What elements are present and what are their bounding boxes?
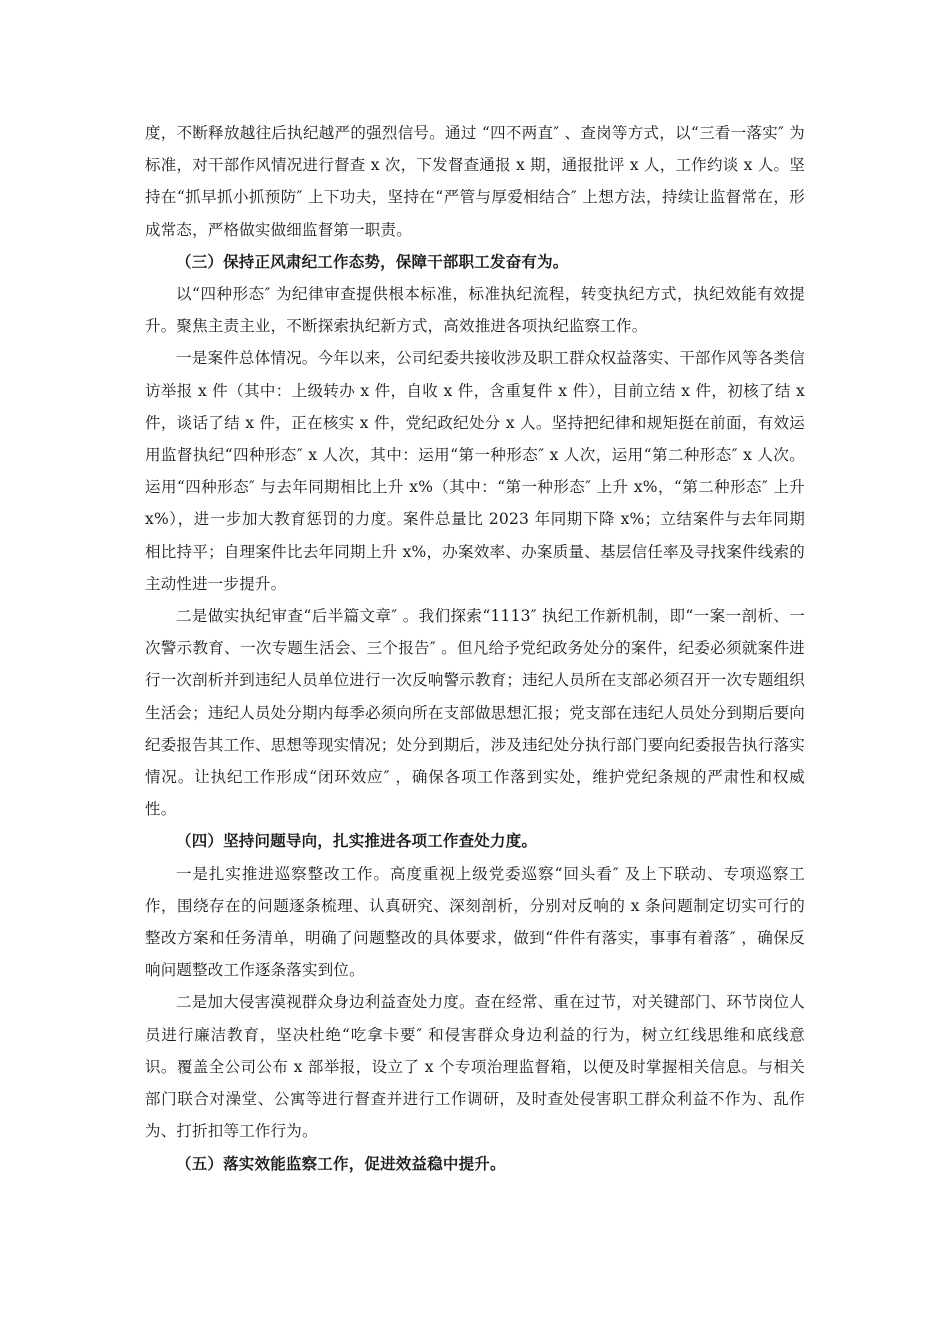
section-heading-3: （三）保持正风肃纪工作态势，保障干部职工发奋有为。: [176, 251, 569, 271]
section-heading-4: （四）坚持问题导向，扎实推进各项工作查处力度。: [176, 831, 538, 851]
paragraph-public-interest-investigation: 二是加大侵害漠视群众身边利益查处力度。查在经常、重在过节，对关键部门、环节岗位人员进行廉洁教育，坚决杜绝“吃拿卡要″ 和侵害群众身边利益的行为，树立红线思维和底线意识。覆盖全公司公布 x 部举报，设立了 x 个专项治理监督箱，以便及时掌握相关信息。与相关部门联合对澡堂、公寓等进行督查并进行工作调研，及时查处侵害职工群众利益不作为、乱作为、打折扣等工作行为。: [145, 993, 805, 1141]
paragraph-review-follow-up: 二是做实执纪审查“后半篇文章″ 。我们探索“1113″ 执纪工作新机制，即“一案一剖析、一次警示教育、一次专题生活会、三个报告″ 。但凡给予党纪政务处分的案件，纪委必须就案件进行一次剖析并到违纪人员单位进行一次反响警示教育；违纪人员所在支部必须召开一次专题组织生活会；违纪人员处分期内每季必须向所在支部做思想汇报；党支部在违纪人员处分到期后要向纪委报告其工作、思想等现实情况；处分到期后，涉及违纪处分执行部门要向纪委报告执行落实情况。让执纪工作形成“闭环效应″ ，确保各项工作落到实处，维护党纪条规的严肃性和权威性。: [145, 607, 805, 819]
paragraph-case-overview: 一是案件总体情况。今年以来，公司纪委共接收涉及职工群众权益落实、干部作风等各类信访举报 x 件（其中：上级转办 x 件，自收 x 件，含重复件 x 件），目前立结 x 件，初核了结 x 件，谈话了结 x 件，正在核实 x 件，党纪政纪处分 x 人。坚持把纪律和规矩挺在前面，有效运用监督执纪“四种形态″ x 人次，其中：运用“第一种形态″ x 人次，运用“第二种形态″ x 人次。运用“四种形态″ 与去年同期相比上升 x%（其中：“第一种形态″ 上升 x%，“第二种形态″ 上升 x%），进一步加大教育惩罚的力度。案件总量比 2023 年同期下降 x%；立结案件与去年同期相比持平；自理案件比去年同期上升 x%，办案效率、办案质量、基层信任率及寻找案件线索的主动性进一步提升。: [145, 349, 805, 593]
paragraph-inspection-rectification: 一是扎实推进巡察整改工作。高度重视上级党委巡察“回头看″ 及上下联动、专项巡察工作，围绕存在的问题逐条梳理、认真研究、深刻剖析，分别对反响的 x 条问题制定切实可行的整改方案和任务清单，明确了问题整改的具体要求，做到“件件有落实，事事有着落″ ，确保反响问题整改工作逐条落实到位。: [145, 864, 805, 980]
paragraph-four-forms-intro: 以“四种形态″ 为纪律审查提供根本标准，标准执纪流程，转变执纪方式，执纪效能有效提升。聚焦主责主业，不断探索执纪新方式，高效推进各项执纪监察工作。: [145, 285, 805, 336]
document-page: [145, 117, 805, 1180]
paragraph-supervision-continuation: 度，不断释放越往后执纪越严的强烈信号。通过 “四不两直″ 、查岗等方式，以“三看一落实″ 为标准，对干部作风情况进行督查 x 次，下发督查通报 x 期，通报批评 x 人，工作约谈 x 人。坚持在“抓早抓小抓预防″ 上下功夫，坚持在“严管与厚爱相结合″ 上想方法，持续让监督常在，形成常态，严格做实做细监督第一职责。: [145, 124, 805, 239]
section-heading-5: （五）落实效能监察工作，促进效益稳中提升。: [176, 1153, 506, 1173]
